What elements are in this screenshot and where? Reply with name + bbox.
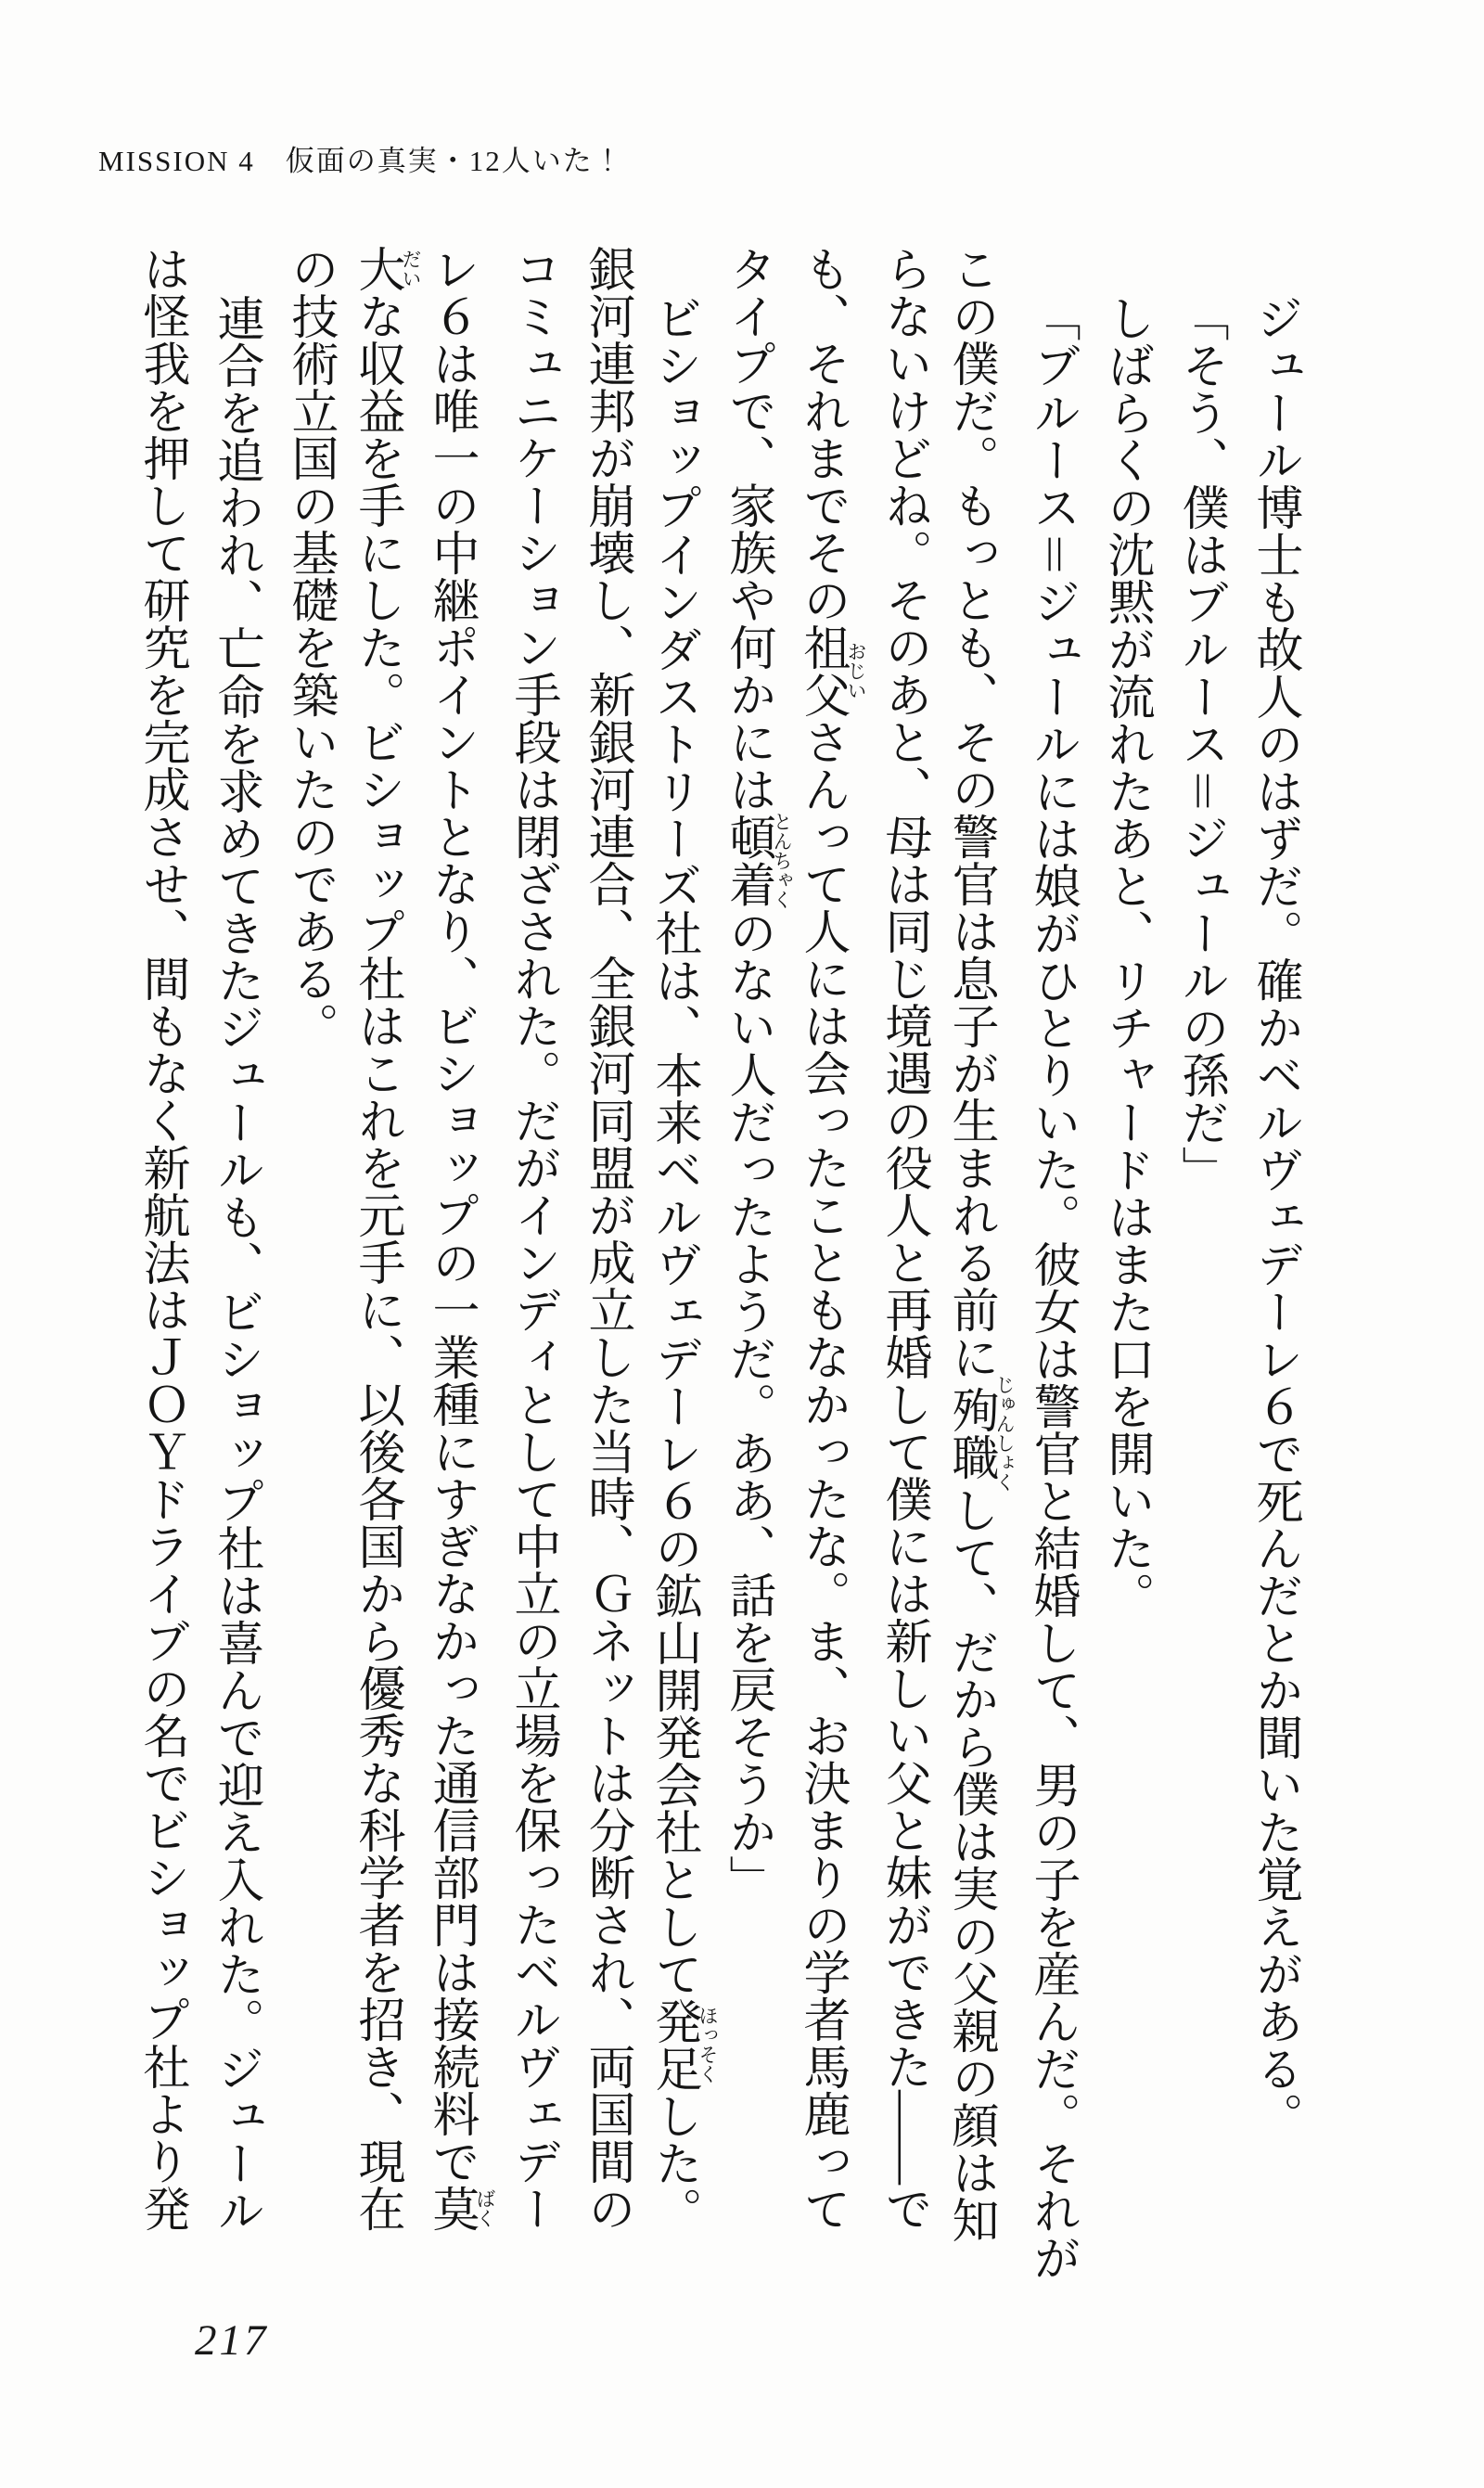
ruby-annotated-word: 莫ばく xyxy=(425,2185,496,2232)
ruby-annotated-word: 祖父おじい xyxy=(796,623,867,718)
text-column: タイプで、家族や何かには頓着とんちゃくのない人だったようだ。ああ、話を戻そうか」 xyxy=(722,245,793,1903)
ruby-annotated-word: 大だい xyxy=(351,245,422,292)
text-column: 「ブルース＝ジュールには娘がひとりいた。彼女は警官と結婚して、男の子を産んだ。それが xyxy=(1026,294,1078,2281)
ruby-annotated-word: 頓着とんちゃく xyxy=(722,812,793,910)
text-column: らないけどね。そのあと、母は同じ境遇の役人と再婚して僕には新しい父と妹ができた――で xyxy=(877,245,929,2232)
text-column: ビショップインダストリーズ社は、本来ベルヴェデーレ６の鉱山開発会社として発足ほっそくした。 xyxy=(647,294,719,2234)
text-column: この僕だ。もっとも、その警官は息子が生まれる前に殉職じゅんしょくして、だから僕は実の父親の顔は知 xyxy=(944,245,1016,2243)
page-number: 217 xyxy=(195,2316,269,2365)
text-column: しばらくの沈黙が流れたあと、リチャードはまた口を開いた。 xyxy=(1100,294,1152,1619)
text-column: コミュニケーション手段は閉ざされた。だがインディとして中立の立場を保ったベルヴェデー xyxy=(506,245,558,2232)
text-column: 銀河連邦が崩壊し、新銀河連合、全銀河同盟が成立した当時、Ｇネットは分断され、両国間の xyxy=(581,245,633,2232)
body-text xyxy=(124,245,1311,2281)
text-column: 「そう、僕はブルース＝ジュールの孫だ」 xyxy=(1174,294,1226,1194)
text-column: も、それまでその祖父おじいさんって人には会ったこともなかったな。ま、お決まりの学者馬鹿って xyxy=(796,245,867,2232)
text-column: は怪我を押して研究を完成させ、間もなく新航法はＪＯＹドライブの名でビショップ社より発 xyxy=(135,245,187,2232)
text-column: 連合を追われ、亡命を求めてきたジュールも、ビショップ社は喜んで迎え入れた。ジュール xyxy=(210,294,262,2234)
text-column: レ６は唯一の中継ポイントとなり、ビショップの一業種にすぎなかった通信部門は接続料で莫ばく xyxy=(425,245,496,2232)
text-column: の技術立国の基礎を築いたのである。 xyxy=(284,245,336,1049)
ruby-annotated-word: 殉職じゅんしょく xyxy=(944,1375,1016,1492)
text-column: ジュール博士も故人のはずだ。確かベルヴェデーレ６で死んだとか聞いた覚えがある。 xyxy=(1248,294,1300,2139)
text-column: 大だいな収益を手にした。ビショップ社はこれを元手に、以後各国から優秀な科学者を招き、現在 xyxy=(351,245,422,2232)
ruby-annotated-word: 発足ほっそく xyxy=(647,1997,719,2092)
chapter-header: MISSION 4 仮面の真実・12人いた！ xyxy=(98,145,624,177)
